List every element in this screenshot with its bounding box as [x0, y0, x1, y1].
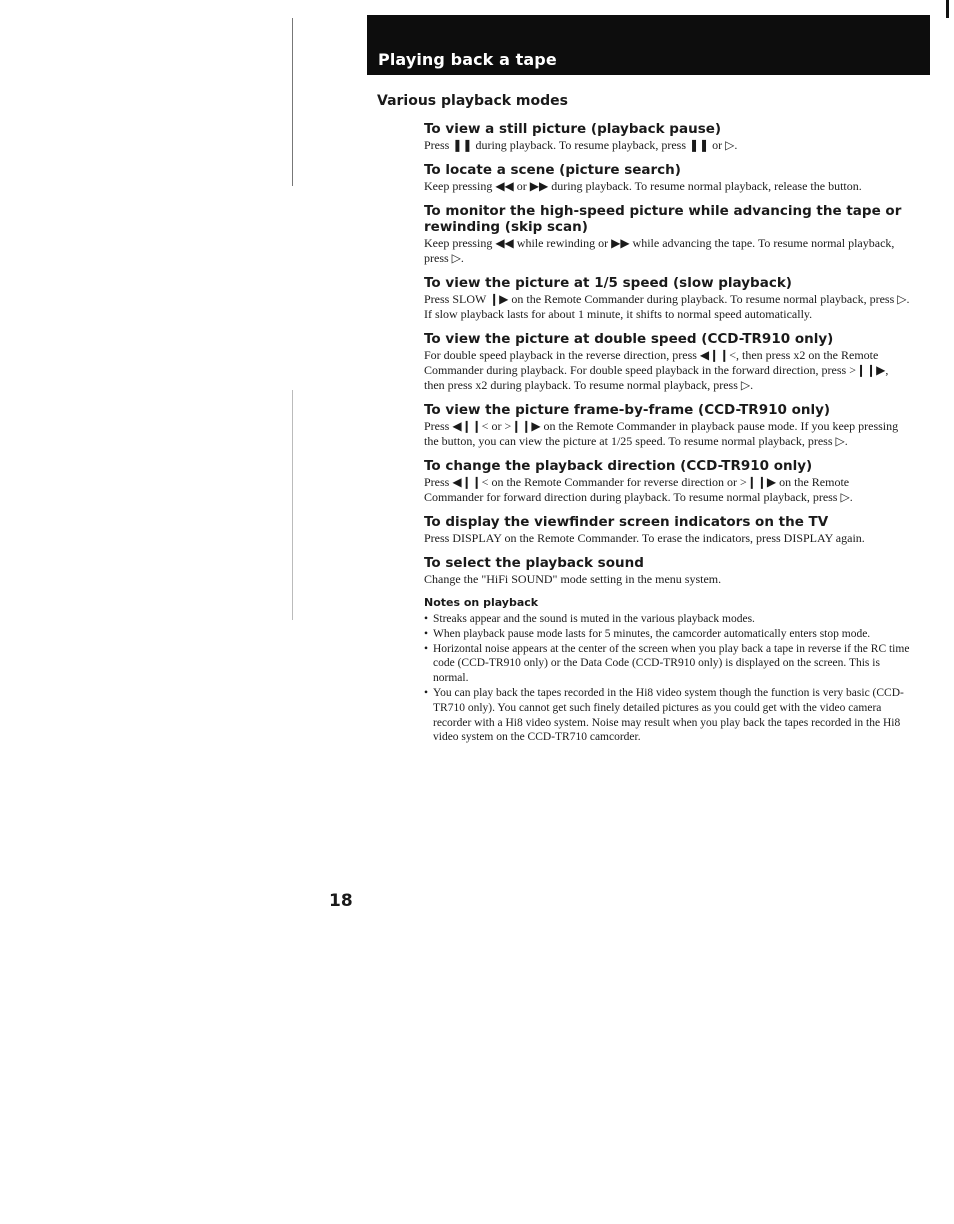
notes-list [424, 612, 910, 745]
section-heading: Various playback modes [377, 93, 568, 109]
topic-frame-by-frame [424, 402, 910, 449]
title-banner [367, 15, 930, 75]
topic-body: For double speed playback in the reverse direction, press ◀❙❙<, then press x2 on the Remote Commander during playback. For double speed playback in the forward direction, press >❙❙▶, then press x2 during playback. To resume normal playback, press ▷. [424, 348, 889, 392]
topic-viewfinder-indicators [424, 514, 910, 546]
topic-body: Keep pressing ◀◀ or ▶▶ during playback. To resume normal playback, release the button. [424, 179, 862, 193]
topic-heading: To view the picture at double speed (CCD-TR910 only) [424, 331, 834, 347]
notes-section [424, 596, 910, 745]
topic-playback-direction [424, 458, 910, 505]
topic-skip-scan [424, 203, 910, 266]
list-item: • You can play back the tapes recorded in the Hi8 video system though the function is very basic (CCD-TR710 only). You cannot get such finely detailed pictures as you could get with the video camera recorder with a Hi8 video system. Noise may result when you play back the tapes recorded in the Hi8 video system on the CCD-TR710 camcorder. [424, 686, 910, 745]
topic-slow-playback [424, 275, 910, 322]
manual-content [424, 121, 910, 745]
topic-heading: To view a still picture (playback pause) [424, 121, 722, 137]
page-number: 18 [329, 891, 353, 911]
list-item: • Streaks appear and the sound is muted in the various playback modes. [424, 612, 910, 627]
topic-playback-sound [424, 555, 910, 587]
binding-margin-line [292, 18, 293, 186]
topic-body: Change the "HiFi SOUND" mode setting in the menu system. [424, 572, 722, 586]
topic-heading: To view the picture frame-by-frame (CCD-TR910 only) [424, 402, 831, 418]
list-item: • When playback pause mode lasts for 5 minutes, the camcorder automatically enters stop mode. [424, 627, 910, 642]
topic-picture-search [424, 162, 910, 194]
page-edge-mark [946, 0, 949, 18]
topic-body: Press ◀❙❙< on the Remote Commander for reverse direction or >❙❙▶ on the Remote Commander for forward direction during playback. To resume normal playback, press ▷. [424, 475, 853, 504]
topic-playback-pause [424, 121, 910, 153]
topic-heading: To select the playback sound [424, 555, 644, 571]
topic-heading: To view the picture at 1/5 speed (slow playback) [424, 275, 792, 291]
page-title: Playing back a tape [378, 50, 557, 69]
topic-double-speed [424, 331, 910, 393]
topic-heading: To monitor the high-speed picture while advancing the tape or rewinding (skip scan) [424, 203, 902, 235]
topic-body: Keep pressing ◀◀ while rewinding or ▶▶ while advancing the tape. To resume normal playback, press ▷. [424, 236, 895, 265]
topic-body: Press SLOW ❙▶ on the Remote Commander during playback. To resume normal playback, press ▷. If slow playback lasts for about 1 minute, it shifts to normal speed automatically. [424, 292, 910, 321]
topic-body: Press DISPLAY on the Remote Commander. To erase the indicators, press DISPLAY again. [424, 531, 865, 545]
notes-heading: Notes on playback [424, 596, 539, 609]
topic-body: Press ◀❙❙< or >❙❙▶ on the Remote Commander in playback pause mode. If you keep pressing the button, you can view the picture at 1/25 speed. To resume normal playback, press ▷. [424, 419, 899, 448]
topic-heading: To locate a scene (picture search) [424, 162, 681, 178]
topic-heading: To display the viewfinder screen indicators on the TV [424, 514, 829, 530]
topic-body: Press ❚❚ during playback. To resume playback, press ❚❚ or ▷. [424, 138, 738, 152]
topic-heading: To change the playback direction (CCD-TR910 only) [424, 458, 813, 474]
binding-margin-line-lower [292, 390, 293, 620]
list-item: • Horizontal noise appears at the center of the screen when you play back a tape in reverse if the RC time code (CCD-TR910 only) or the Data Code (CCD-TR910 only) is displayed on the screen. This is normal. [424, 642, 910, 686]
